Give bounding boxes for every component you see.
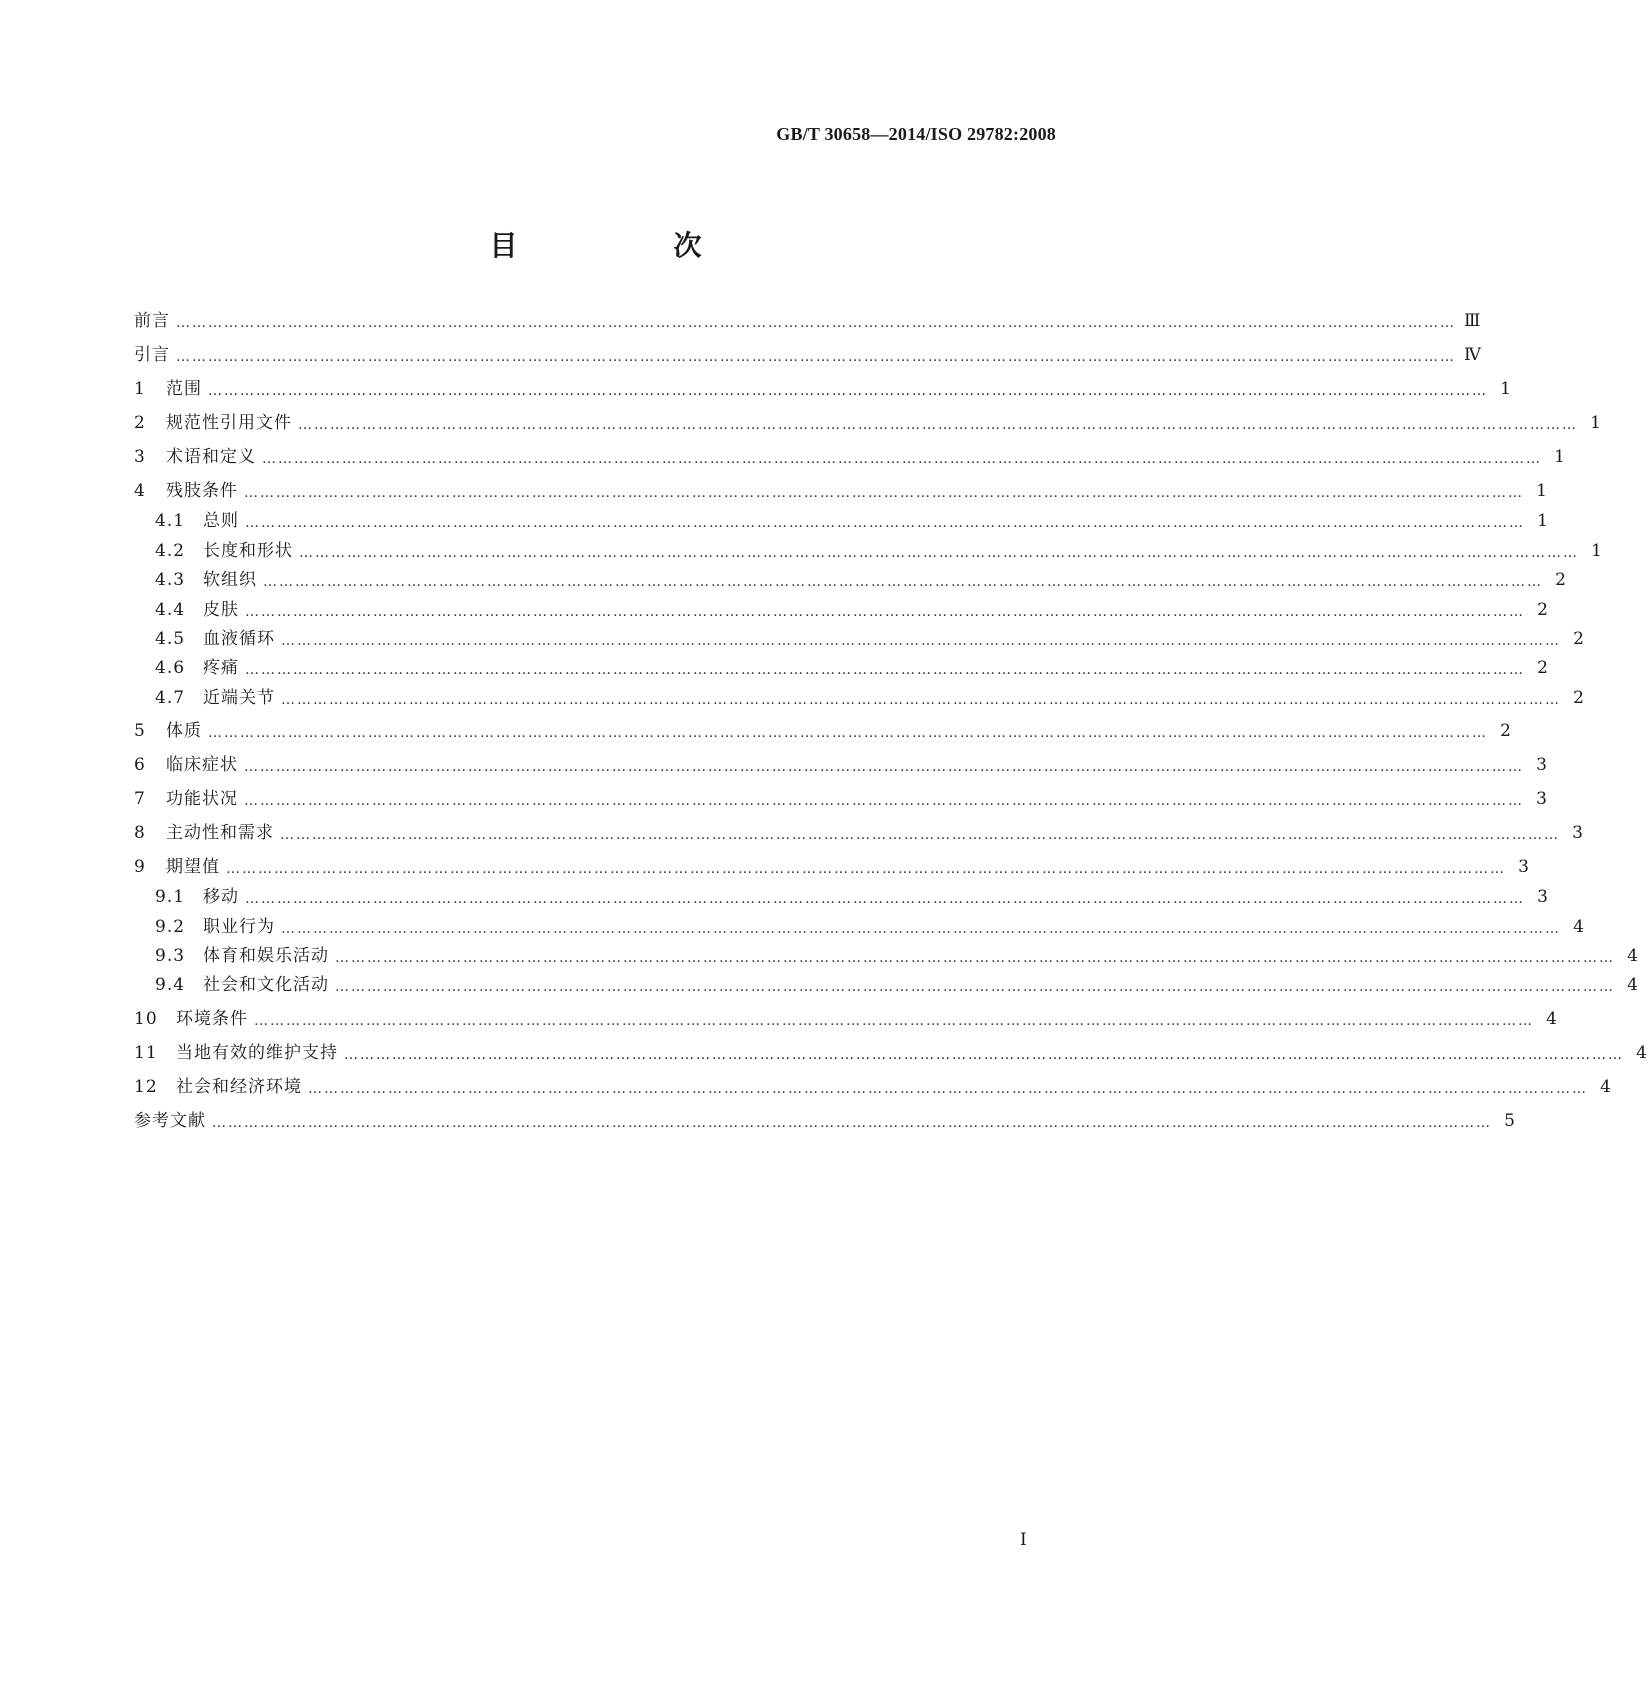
toc-entry[interactable]: [134, 1074, 1612, 1100]
toc-leader-dots: ……………………………………………………………………………………………………………………………………………………………………………………………………………………: [208, 383, 1488, 399]
toc-entry-title: 期望值: [166, 857, 220, 877]
toc-entry[interactable]: [134, 943, 1639, 969]
toc-entry-page: 4: [1546, 1009, 1558, 1029]
toc-entry-title: 参考文献: [134, 1111, 206, 1131]
toc-entry-title: 职业行为: [203, 917, 275, 937]
toc-leader-dots: ……………………………………………………………………………………………………………………………………………………………………………………………………………………: [212, 1115, 1492, 1131]
toc-entry[interactable]: [134, 914, 1585, 940]
toc-entry-title: 前言: [134, 311, 170, 331]
toc-entry-title: 社会和文化活动: [203, 975, 329, 995]
toc-entry[interactable]: [134, 786, 1548, 812]
toc-entry-title: 主动性和需求: [166, 823, 274, 843]
toc-entry-page: 4: [1600, 1077, 1612, 1097]
toc-entry[interactable]: [134, 718, 1512, 744]
toc-entry[interactable]: [134, 376, 1512, 402]
toc-entry-page: 4: [1627, 946, 1639, 966]
toc-entry-title: 残肢条件: [166, 481, 238, 501]
toc-entry[interactable]: [134, 538, 1603, 564]
standard-code: GB/T 30658—2014/ISO 29782:2008: [776, 124, 1056, 144]
toc-entry[interactable]: [134, 626, 1585, 652]
toc-entry-page: 2: [1537, 658, 1549, 678]
toc-entry-number: 9.1: [155, 887, 186, 907]
toc-entry[interactable]: [134, 444, 1566, 470]
toc-entry-title: 临床症状: [166, 755, 238, 775]
toc-leader-dots: ……………………………………………………………………………………………………………………………………………………………………………………………………………………: [281, 633, 1561, 649]
toc-leader-dots: ……………………………………………………………………………………………………………………………………………………………………………………………………………………: [298, 417, 1578, 433]
toc-entry-number: 12: [134, 1077, 158, 1097]
toc-entry-page: 2: [1555, 570, 1567, 590]
toc-leader-dots: ……………………………………………………………………………………………………………………………………………………………………………………………………………………: [281, 692, 1561, 708]
toc-leader-dots: ……………………………………………………………………………………………………………………………………………………………………………………………………………………: [245, 515, 1525, 531]
toc-entry-number: 9.4: [155, 975, 186, 995]
toc-entry[interactable]: [134, 1040, 1648, 1066]
toc-leader-dots: ……………………………………………………………………………………………………………………………………………………………………………………………………………………: [308, 1081, 1588, 1097]
toc-entry-number: 4.4: [155, 600, 186, 620]
toc-entry-page: 5: [1504, 1111, 1516, 1131]
toc-entry-number: 2: [134, 413, 146, 433]
toc-entry-page: 3: [1537, 887, 1549, 907]
toc-entry-title: 血液循环: [203, 629, 275, 649]
toc-entry[interactable]: [134, 597, 1549, 623]
toc-entry[interactable]: [134, 972, 1639, 998]
toc-leader-dots: ……………………………………………………………………………………………………………………………………………………………………………………………………………………: [208, 725, 1488, 741]
toc-entry-title: 近端关节: [203, 688, 275, 708]
toc-entry-page: 2: [1537, 600, 1549, 620]
toc-entry-title: 引言: [134, 345, 170, 365]
toc-entry-page: 2: [1573, 688, 1585, 708]
toc-entry-number: 4.7: [155, 688, 186, 708]
toc-entry-page: Ⅲ: [1464, 311, 1482, 331]
toc-entry-title: 总则: [203, 511, 239, 531]
toc-leader-dots: ……………………………………………………………………………………………………………………………………………………………………………………………………………………: [244, 759, 1524, 775]
toc-entry-title: 社会和经济环境: [176, 1077, 302, 1097]
toc-entry-page: 2: [1573, 629, 1585, 649]
toc-leader-dots: ……………………………………………………………………………………………………………………………………………………………………………………………………………………: [245, 891, 1525, 907]
toc-entry[interactable]: [134, 752, 1548, 778]
toc-entry-number: 9.2: [155, 917, 186, 937]
toc-entry-title: 范围: [166, 379, 202, 399]
toc-leader-dots: ……………………………………………………………………………………………………………………………………………………………………………………………………………………: [299, 545, 1579, 561]
toc-entry-page: 2: [1500, 721, 1512, 741]
toc-leader-dots: ……………………………………………………………………………………………………………………………………………………………………………………………………………………: [344, 1047, 1624, 1063]
toc-leader-dots: ……………………………………………………………………………………………………………………………………………………………………………………………………………………: [226, 861, 1506, 877]
toc-entry-number: 1: [134, 379, 146, 399]
toc-entry-title: 规范性引用文件: [166, 413, 292, 433]
toc-entry[interactable]: [134, 1006, 1558, 1032]
toc-entry-number: 4.1: [155, 511, 186, 531]
toc-entry-page: 4: [1636, 1043, 1648, 1063]
toc-entry-number: 4.6: [155, 658, 186, 678]
toc-entry-title: 功能状况: [166, 789, 238, 809]
toc-entry[interactable]: [134, 884, 1549, 910]
toc-entry-page: Ⅳ: [1464, 345, 1482, 365]
toc-entry-number: 5: [134, 721, 146, 741]
toc-entry[interactable]: [134, 508, 1549, 534]
toc-entry-page: 3: [1536, 755, 1548, 775]
toc-entry-number: 4.5: [155, 629, 186, 649]
toc-entry-title: 移动: [203, 887, 239, 907]
toc-entry-number: 4.3: [155, 570, 186, 590]
toc-entry-title: 当地有效的维护支持: [176, 1043, 338, 1063]
toc-entry-number: 4.2: [155, 541, 186, 561]
toc-entry-title: 长度和形状: [203, 541, 293, 561]
toc-entry-page: 1: [1500, 379, 1512, 399]
toc-entry-number: 9.3: [155, 946, 186, 966]
toc-leader-dots: ……………………………………………………………………………………………………………………………………………………………………………………………………………………: [244, 793, 1524, 809]
toc-entry[interactable]: [134, 342, 1482, 368]
toc-leader-dots: ……………………………………………………………………………………………………………………………………………………………………………………………………………………: [335, 950, 1615, 966]
toc-entry[interactable]: [134, 854, 1530, 880]
toc-entry[interactable]: [134, 478, 1548, 504]
toc-entry-page: 4: [1573, 917, 1585, 937]
toc-entry-number: 10: [134, 1009, 158, 1029]
toc-entry-page: 4: [1627, 975, 1639, 995]
toc-leader-dots: ……………………………………………………………………………………………………………………………………………………………………………………………………………………: [245, 604, 1525, 620]
toc-entry-title: 体育和娱乐活动: [203, 946, 329, 966]
toc-entry[interactable]: [134, 655, 1549, 681]
toc-entry-page: 3: [1572, 823, 1584, 843]
toc-entry-title: 皮肤: [203, 600, 239, 620]
toc-entry[interactable]: [134, 308, 1482, 334]
toc-entry-page: 1: [1536, 481, 1548, 501]
toc-leader-dots: ……………………………………………………………………………………………………………………………………………………………………………………………………………………: [254, 1013, 1534, 1029]
toc-entry-title: 体质: [166, 721, 202, 741]
toc-entry-page: 3: [1518, 857, 1530, 877]
toc-entry-number: 11: [134, 1043, 158, 1063]
page-title: 目 次: [489, 229, 766, 262]
toc-entry-page: 1: [1554, 447, 1566, 467]
toc-leader-dots: ……………………………………………………………………………………………………………………………………………………………………………………………………………………: [176, 349, 1456, 365]
toc-leader-dots: ……………………………………………………………………………………………………………………………………………………………………………………………………………………: [262, 451, 1542, 467]
toc-leader-dots: ……………………………………………………………………………………………………………………………………………………………………………………………………………………: [245, 662, 1525, 678]
toc-entry-page: 1: [1591, 541, 1603, 561]
toc-entry-number: 6: [134, 755, 146, 775]
toc-leader-dots: ……………………………………………………………………………………………………………………………………………………………………………………………………………………: [280, 827, 1560, 843]
toc-leader-dots: ……………………………………………………………………………………………………………………………………………………………………………………………………………………: [263, 574, 1543, 590]
toc-leader-dots: ……………………………………………………………………………………………………………………………………………………………………………………………………………………: [281, 921, 1561, 937]
toc-entry[interactable]: [134, 410, 1602, 436]
toc-entry-title: 疼痛: [203, 658, 239, 678]
toc-entry[interactable]: [134, 567, 1567, 593]
toc-entry[interactable]: [134, 820, 1584, 846]
toc-entry-title: 软组织: [203, 570, 257, 590]
toc-entry[interactable]: [134, 1108, 1516, 1134]
toc-entry-number: 9: [134, 857, 146, 877]
toc-entry-number: 7: [134, 789, 146, 809]
toc-entry-title: 术语和定义: [166, 447, 256, 467]
toc-entry-page: 1: [1537, 511, 1549, 531]
toc-entry[interactable]: [134, 685, 1585, 711]
toc-entry-page: 1: [1590, 413, 1602, 433]
page-number: I: [1020, 1530, 1027, 1550]
toc-entry-number: 4: [134, 481, 146, 501]
table-of-contents: [134, 0, 1648, 1684]
toc-leader-dots: ……………………………………………………………………………………………………………………………………………………………………………………………………………………: [335, 979, 1615, 995]
toc-entry-number: 8: [134, 823, 146, 843]
toc-leader-dots: ……………………………………………………………………………………………………………………………………………………………………………………………………………………: [176, 315, 1456, 331]
toc-entry-number: 3: [134, 447, 146, 467]
toc-entry-page: 3: [1536, 789, 1548, 809]
toc-entry-title: 环境条件: [176, 1009, 248, 1029]
toc-leader-dots: ……………………………………………………………………………………………………………………………………………………………………………………………………………………: [244, 485, 1524, 501]
